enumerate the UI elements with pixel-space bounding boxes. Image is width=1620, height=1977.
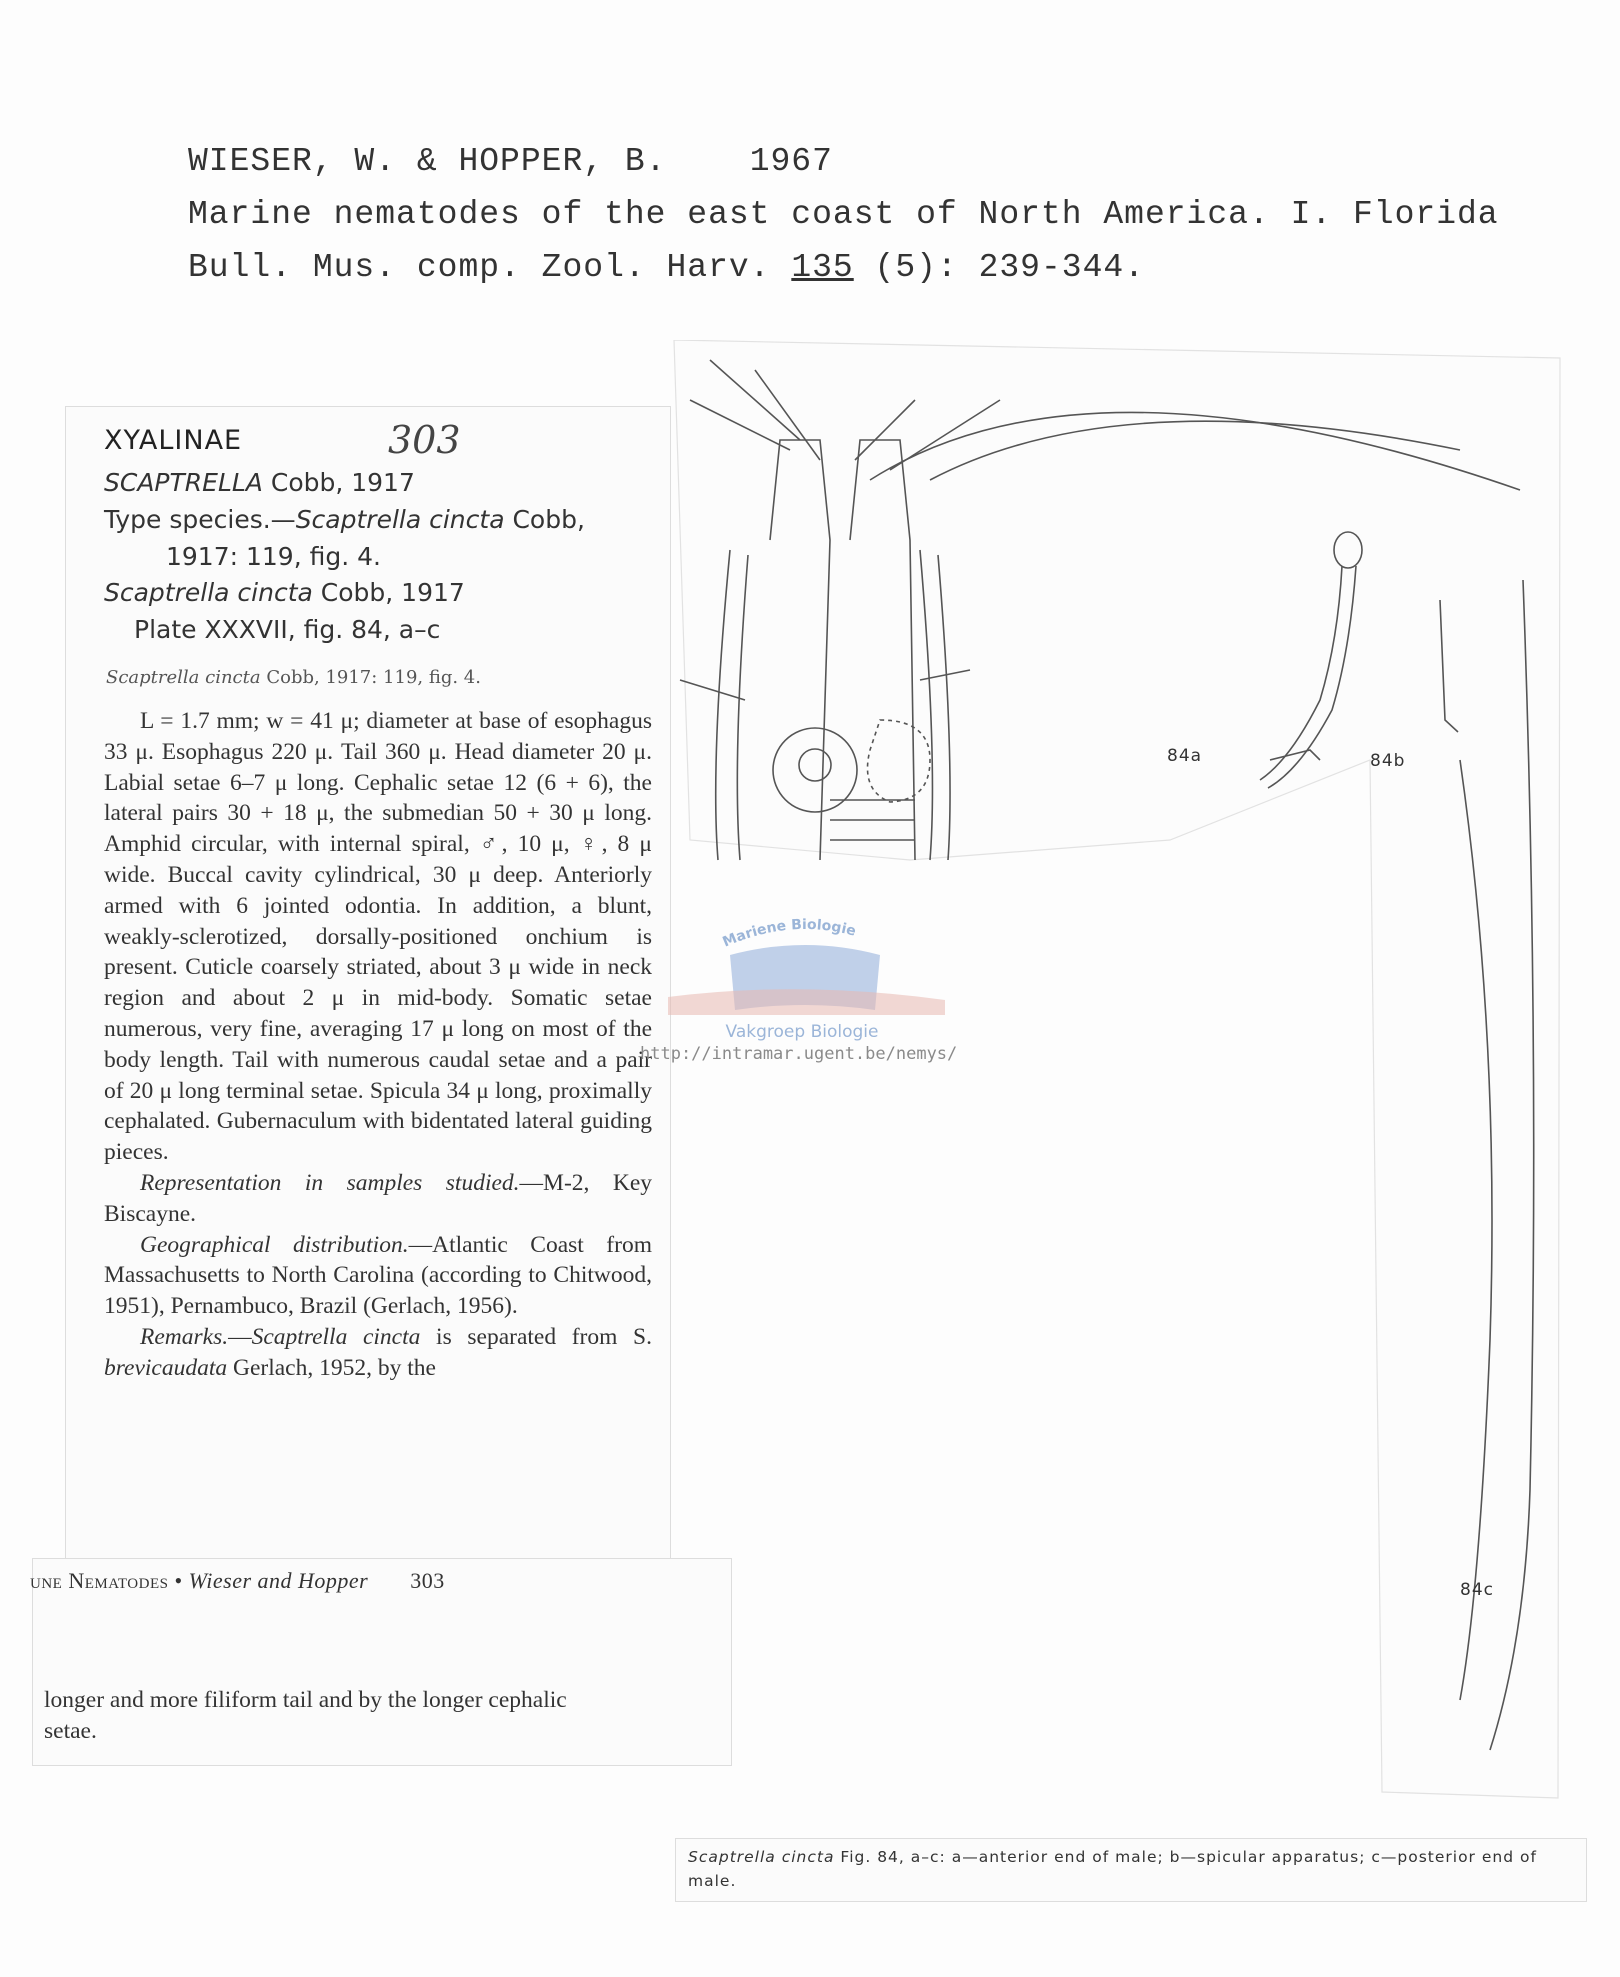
reference-volume: 135 bbox=[791, 249, 854, 286]
genus-line bbox=[104, 468, 415, 497]
reference-year: 1967 bbox=[749, 143, 833, 180]
footer-authors: Wieser and Hopper bbox=[188, 1568, 369, 1593]
reference-pages: (5): 239-344. bbox=[874, 249, 1145, 286]
subfamily-heading: XYALINAE bbox=[104, 425, 243, 456]
remarks-label: Remarks. bbox=[140, 1323, 229, 1350]
caption-species: Scaptrella cincta bbox=[688, 1848, 835, 1866]
type-species-name: Scaptrella cincta bbox=[295, 505, 505, 534]
representation-label: Representation in samples studied. bbox=[140, 1169, 520, 1196]
distribution-paragraph bbox=[104, 1230, 652, 1322]
remarks-continuation: longer and more filiform tail and by the longer cephalic setae. bbox=[44, 1687, 567, 1744]
measurements-paragraph: L = 1.7 mm; w = 41 μ; diameter at base of esophagus 33 μ. Esophagus 220 μ. Tail 360 μ. Head diameter 20 μ. Labial setae 6–7 μ long. Cephalic setae 12 (6 + 6), the lateral pairs 30 + 18 μ, the submedian 50 + 30 μ long. Amphid circular, with internal spiral, ♂, 10 μ, ♀, 8 μ wide. Buccal cavity cylindrical, 30 μ deep. Anteriorly armed with 6 jointed odontia. In addition, a blunt, weakly-sclerotized, dorsally-positioned onchium is present. Cuticle coarsely striated, about 3 μ wide in neck region and about 2 μ in mid-body. Somatic setae numerous, very fine, averaging 17 μ long on most of the body length. Tail with numerous caudal setae and a pair of 20 μ long terminal setae. Spicula 34 μ long, proximally cephalated. Gubernaculum with bidentated lateral guiding pieces. bbox=[104, 708, 652, 1166]
reference-journal: Bull. Mus. comp. Zool. Harv. bbox=[188, 249, 771, 286]
watermark-logo bbox=[640, 905, 970, 1065]
remarks-species: Scaptrella cincta bbox=[251, 1323, 421, 1350]
remarks-dash: — bbox=[228, 1323, 252, 1350]
reference-authors-line bbox=[188, 143, 833, 180]
species-line bbox=[104, 578, 465, 607]
figure-label-84c: 84c bbox=[1460, 1580, 1494, 1600]
figure-clipping-outline bbox=[674, 340, 1560, 1798]
type-species-continuation: 1917: 119, fig. 4. bbox=[166, 542, 381, 571]
reference-authors: WIESER, W. & HOPPER, B. bbox=[188, 143, 667, 180]
citation-rest: Cobb, 1917: 119, fig. 4. bbox=[266, 667, 481, 688]
footer-left: une Nematodes bbox=[30, 1568, 169, 1593]
plate-reference: Plate XXXVII, fig. 84, a–c bbox=[134, 615, 441, 644]
footer-separator: • bbox=[174, 1568, 183, 1593]
representation-paragraph bbox=[104, 1168, 652, 1230]
handwritten-page-note: 303 bbox=[388, 418, 461, 462]
reference-journal-line bbox=[188, 249, 1145, 286]
footer-page-number: 303 bbox=[410, 1568, 445, 1593]
watermark-subtext: Vakgroep Biologie bbox=[725, 1022, 879, 1042]
distribution-label: Geographical distribution. bbox=[140, 1231, 409, 1258]
distribution-text: —Atlantic Coast from Massachusetts to North Carolina (according to Chitwood, 1951), Pernambuco, Brazil (Gerlach, 1956). bbox=[104, 1231, 652, 1320]
type-species-line bbox=[104, 505, 585, 534]
watermark-arc-text: Mariene Biologie bbox=[720, 916, 858, 951]
remarks-paragraph bbox=[104, 1322, 652, 1384]
genus-authority: Cobb, 1917 bbox=[270, 468, 415, 497]
watermark-url: http://intramar.ugent.be/nemys/ bbox=[640, 1044, 958, 1064]
figure-84-drawing bbox=[670, 340, 1570, 1810]
figure-label-84a: 84a bbox=[1167, 746, 1203, 766]
species-authority: Cobb, 1917 bbox=[320, 578, 465, 607]
caption-text: Fig. 84, a–c: a—anterior end of male; b—spicular apparatus; c—posterior end of male. bbox=[688, 1848, 1537, 1890]
reference-title: Marine nematodes of the east coast of North America. I. Florida bbox=[188, 196, 1499, 233]
species-description bbox=[104, 706, 652, 1384]
remarks-mid: is separated from S. bbox=[420, 1323, 653, 1350]
figure-caption bbox=[675, 1838, 1587, 1902]
running-footer bbox=[30, 1568, 445, 1594]
figure-label-84b: 84b bbox=[1370, 751, 1406, 771]
species-citation bbox=[106, 667, 481, 688]
remarks-species2: brevicaudata bbox=[104, 1354, 228, 1381]
remarks-end: Gerlach, 1952, by the bbox=[227, 1354, 436, 1381]
type-species-label: Type species.— bbox=[104, 505, 296, 534]
representation-text: —M-2, Key Biscayne. bbox=[104, 1169, 653, 1227]
genus-name: SCAPTRELLA bbox=[104, 468, 263, 497]
species-name: Scaptrella cincta bbox=[104, 578, 313, 607]
type-species-authority: Cobb, bbox=[512, 505, 585, 534]
citation-species: Scaptrella cincta bbox=[106, 667, 261, 688]
